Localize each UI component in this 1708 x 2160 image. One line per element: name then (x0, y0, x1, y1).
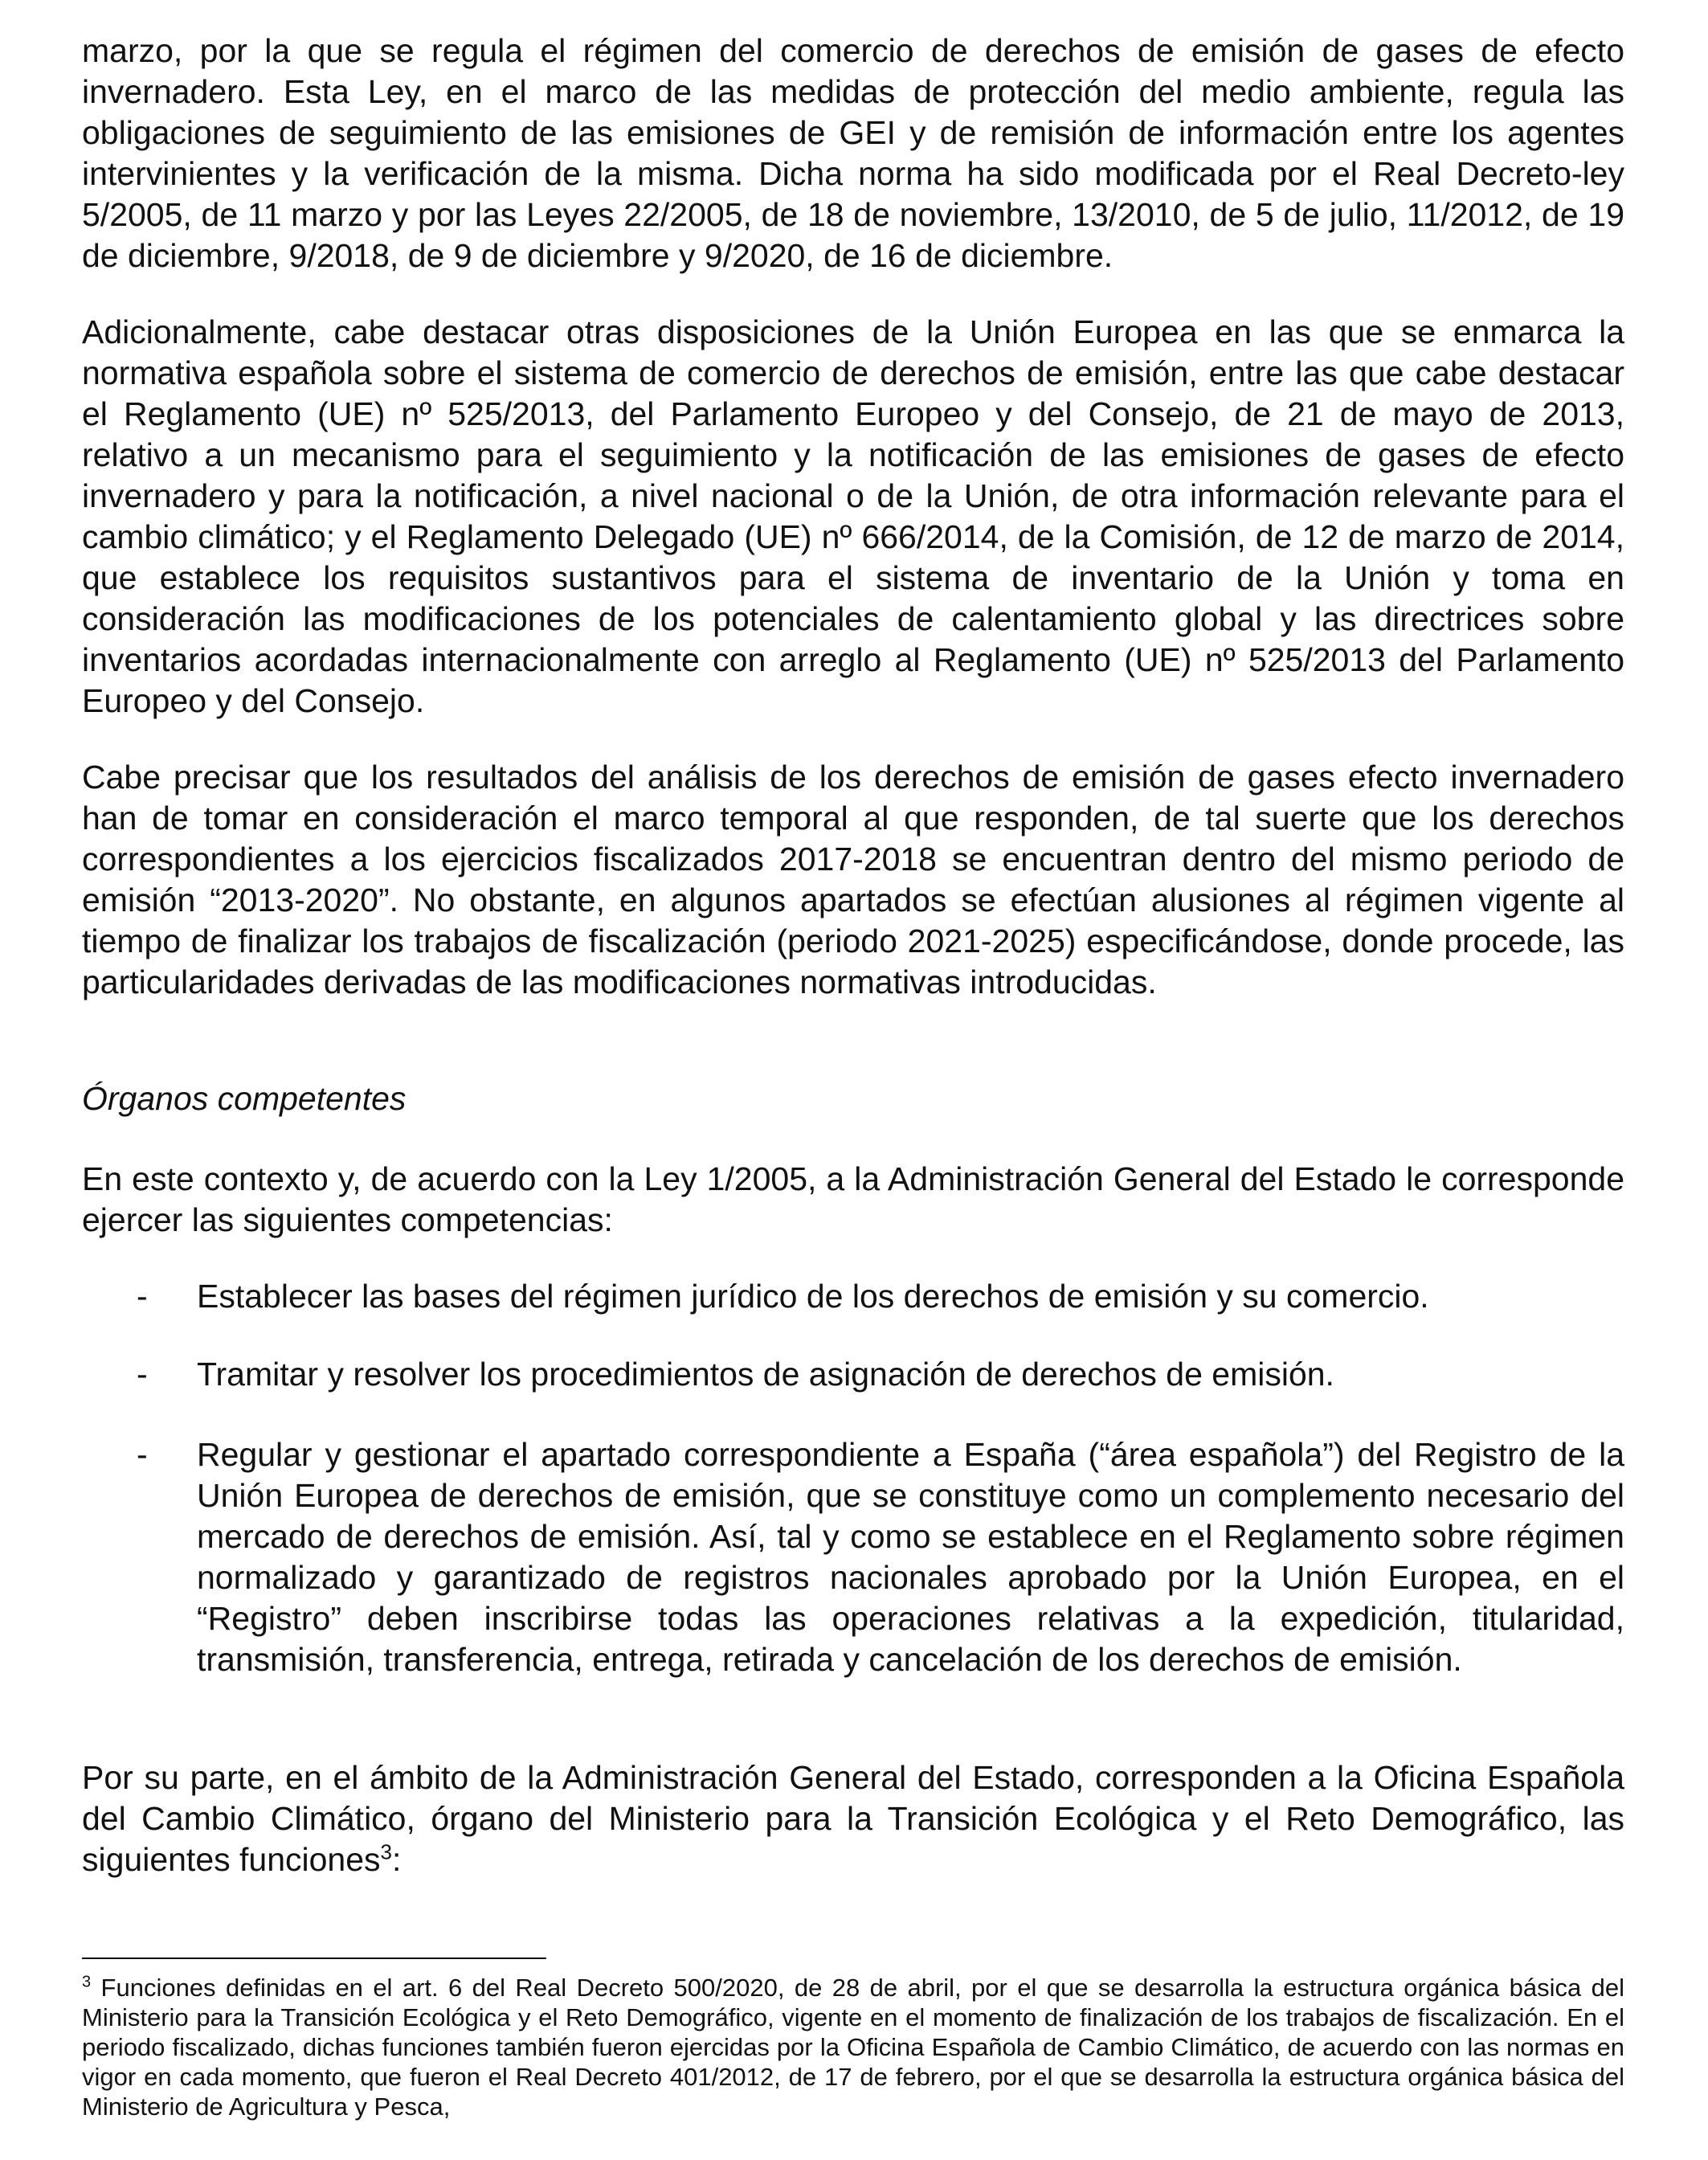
section-heading-organos-competentes: Órganos competentes (82, 1080, 407, 1117)
paragraph-end-punctuation: : (392, 1841, 402, 1878)
paragraph-ley-1-2005: marzo, por la que se regula el régimen del comercio de derechos de emisión de gases de efecto invernadero. Esta Ley, en el marco de las medidas de protección del medio ambiente, regula las obligaciones de seguimiento de las emisiones de GEI y de remisión de información entre los agentes intervinientes y la verificación de la misma. Dicha norma ha sido modificada por el Real Decreto-ley 5/2005, de 11 marzo y por las Leyes 22/2005, de 18 de noviembre, 13/2010, de 5 de julio, 11/2012, de 19 de diciembre, 9/2018, de 9 de diciembre y 9/2020, de 16 de diciembre. (82, 32, 1624, 274)
list-dash-marker: - (137, 1356, 148, 1393)
paragraph-text: Por su parte, en el ámbito de la Administración General del Estado, corresponden a la Oficina Española del Cambio Climático, órgano del Ministerio para la Transición Ecológica y el Reto Demográfico, las siguientes funciones (82, 1759, 1624, 1878)
footnote-reference[interactable]: 3 (380, 1839, 392, 1864)
paragraph-oficina-cambio-climatico (82, 1757, 1624, 1880)
footnote-separator (82, 1958, 546, 1959)
list-item-text: Establecer las bases del régimen jurídico de los derechos de emisión y su comercio. (197, 1278, 1429, 1315)
list-dash-marker: - (137, 1278, 148, 1315)
list-dash-marker: - (137, 1436, 148, 1473)
footnote-text: Funciones definidas en el art. 6 del Real Decreto 500/2020, de 28 de abril, por el que se desarrolla la estructura orgánica básica del Ministerio para la Transición Ecológica y el Reto Demográfico, vigente en el momento de finalización de los trabajos de fiscalización. En el periodo fiscalizado, dichas funciones también fueron ejercidas por la Oficina Española de Cambio Climático, de acuerdo con las normas en vigor en cada momento, que fueron el Real Decreto 401/2012, de 17 de febrero, por el que se desarrolla la estructura orgánica básica del Ministerio de Agricultura y Pesca, (82, 1974, 1624, 2121)
footnote-number: 3 (82, 1973, 92, 1991)
footnote (82, 1973, 1624, 2121)
list-item-text: Tramitar y resolver los procedimientos de asignación de derechos de emisión. (197, 1356, 1334, 1393)
paragraph-competencias-intro: En este contexto y, de acuerdo con la Ley 1/2005, a la Administración General del Estado le corresponde ejercer las siguientes competencias: (82, 1160, 1624, 1238)
paragraph-disposiciones-ue: Adicionalmente, cabe destacar otras disposiciones de la Unión Europea en las que se enmarca la normativa española sobre el sistema de comercio de derechos de emisión, entre las que cabe destacar el Reglamento (UE) nº 525/2013, del Parlamento Europeo y del Consejo, de 21 de mayo de 2013, relativo a un mecanismo para el seguimiento y la notificación de las emisiones de gases de efecto invernadero y para la notificación, a nivel nacional o de la Unión, de otra información relevante para el cambio climático; y el Reglamento Delegado (UE) nº 666/2014, de la Comisión, de 12 de marzo de 2014, que establece los requisitos sustantivos para el sistema de inventario de la Unión y toma en consideración las modificaciones de los potenciales de calentamiento global y las directrices sobre inventarios acordadas internacionalmente con arreglo al Reglamento (UE) nº 525/2013 del Parlamento Europeo y del Consejo. (82, 313, 1624, 719)
list-item-text: Regular y gestionar el apartado correspondiente a España (“área española”) del Registro de la Unión Europea de derechos de emisión, que se constituye como un complemento necesario del mercado de derechos de emisión. Así, tal y como se establece en el Reglamento sobre régimen normalizado y garantizado de registros nacionales aprobado por la Unión Europea, en el “Registro” deben inscribirse todas las operaciones relativas a la expedición, titularidad, transmisión, transferencia, entrega, retirada y cancelación de los derechos de emisión. (197, 1436, 1624, 1678)
paragraph-marco-temporal: Cabe precisar que los resultados del análisis de los derechos de emisión de gases efecto invernadero han de tomar en consideración el marco temporal al que responden, de tal suerte que los derechos correspondientes a los ejercicios fiscalizados 2017-2018 se encuentran dentro del mismo periodo de emisión “2013-2020”. No obstante, en algunos apartados se efectúan alusiones al régimen vigente al tiempo de finalizar los trabajos de fiscalización (periodo 2021-2025) especificándose, donde procede, las particularidades derivadas de las modificaciones normativas introducidas. (82, 759, 1624, 1000)
